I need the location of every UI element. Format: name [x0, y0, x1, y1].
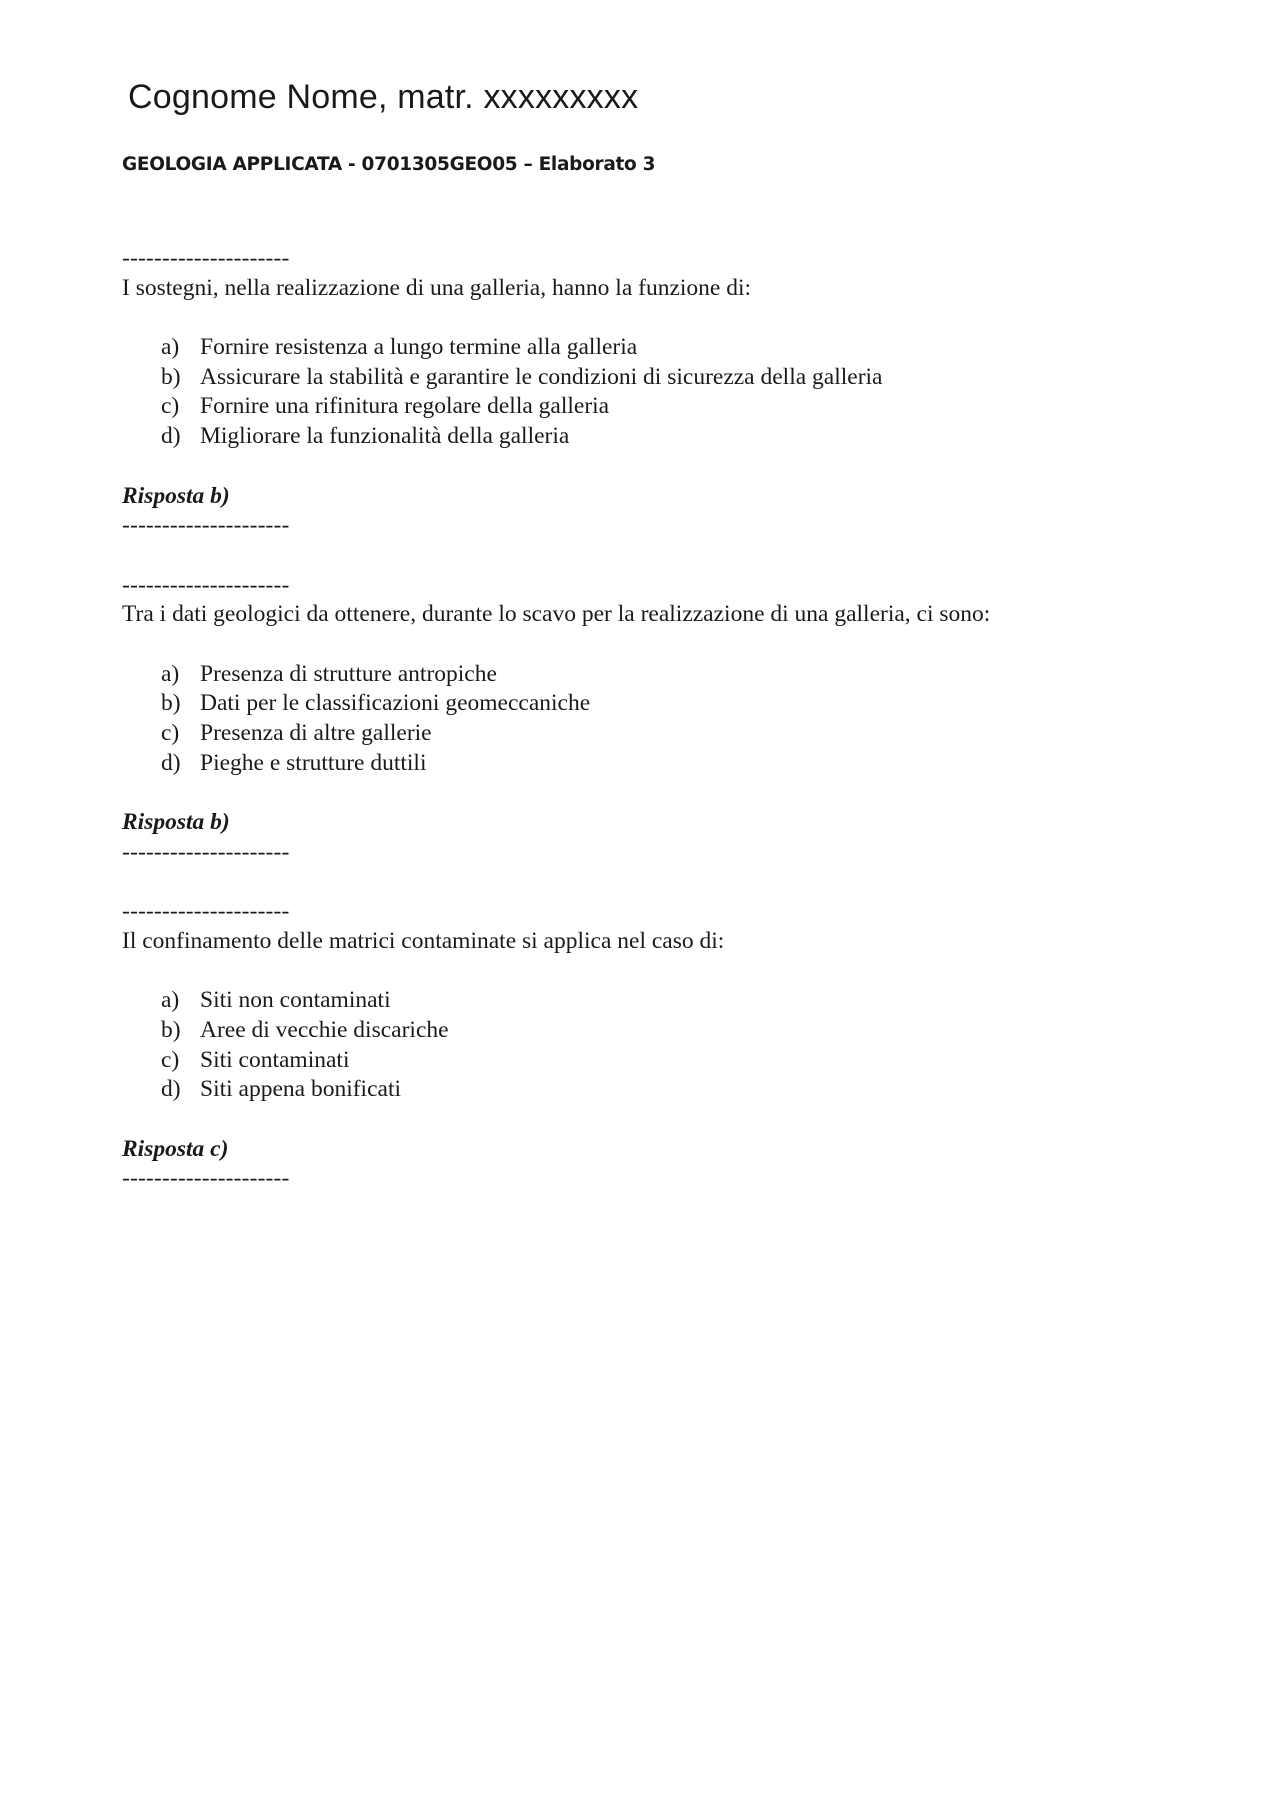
option-letter: c): [161, 1046, 180, 1073]
option-text: Assicurare la stabilità e garantire le condizioni di sicurezza della galleria: [200, 363, 883, 390]
question-block: [122, 897, 1182, 1194]
option-item: [122, 660, 1182, 690]
separator-line: ---------------------: [122, 838, 290, 865]
option-text: Siti non contaminati: [200, 987, 391, 1014]
option-letter: b): [161, 690, 181, 717]
option-text: Pieghe e strutture duttili: [200, 749, 427, 776]
option-letter: b): [161, 1016, 181, 1043]
option-letter: c): [161, 720, 180, 746]
option-item: [122, 719, 1182, 749]
option-item: [122, 392, 1182, 422]
option-item: [122, 986, 1182, 1016]
option-text: Migliorare la funzionalità della galleria: [200, 423, 570, 450]
student-name-line: Cognome Nome, matr. xxxxxxxxx: [128, 78, 639, 116]
option-letter: d): [161, 749, 181, 776]
options-list: [122, 660, 1182, 779]
option-letter: c): [161, 393, 180, 420]
option-letter: d): [161, 1076, 181, 1103]
separator-line: ---------------------: [122, 571, 290, 598]
answer-label: Risposta b): [122, 482, 230, 509]
option-item: [122, 1046, 1182, 1076]
question-text: Il confinamento delle matrici contaminate si applica nel caso di:: [122, 927, 725, 954]
questions-list: [122, 244, 1182, 1224]
separator-line: ---------------------: [122, 898, 290, 925]
question-text: I sostegni, nella realizzazione di una galleria, hanno la funzione di:: [122, 274, 752, 301]
option-text: Presenza di altre gallerie: [200, 720, 432, 746]
option-letter: b): [161, 363, 181, 390]
option-letter: a): [161, 660, 180, 687]
option-item: [122, 749, 1182, 779]
option-item: [122, 422, 1182, 452]
option-item: [122, 1016, 1182, 1046]
option-text: Presenza di strutture antropiche: [200, 660, 497, 687]
option-item: [122, 689, 1182, 719]
option-text: Siti appena bonificati: [200, 1076, 402, 1103]
option-letter: d): [161, 423, 181, 450]
separator-line: ---------------------: [122, 1165, 290, 1192]
option-text: Fornire resistenza a lungo termine alla galleria: [200, 334, 638, 361]
question-block: [122, 244, 1182, 541]
option-item: [122, 333, 1182, 363]
options-list: [122, 333, 1182, 452]
option-text: Siti contaminati: [200, 1046, 350, 1073]
option-item: [122, 1075, 1182, 1105]
option-text: Fornire una rifinitura regolare della galleria: [200, 393, 610, 420]
separator-line: ---------------------: [122, 245, 290, 271]
separator-line: ---------------------: [122, 512, 290, 539]
option-letter: a): [161, 334, 180, 361]
course-title: GEOLOGIA APPLICATA - 0701305GEO05 – Elaborato 3: [122, 154, 656, 175]
option-item: [122, 363, 1182, 393]
question-text: Tra i dati geologici da ottenere, durante lo scavo per la realizzazione di una galleria, ci sono:: [122, 601, 991, 628]
answer-label: Risposta b): [122, 809, 230, 836]
option-text: Aree di vecchie discariche: [200, 1016, 449, 1043]
option-letter: a): [161, 987, 180, 1014]
options-list: [122, 986, 1182, 1105]
option-text: Dati per le classificazioni geomeccaniche: [200, 690, 591, 717]
question-block: [122, 571, 1182, 868]
answer-label: Risposta c): [122, 1135, 229, 1162]
